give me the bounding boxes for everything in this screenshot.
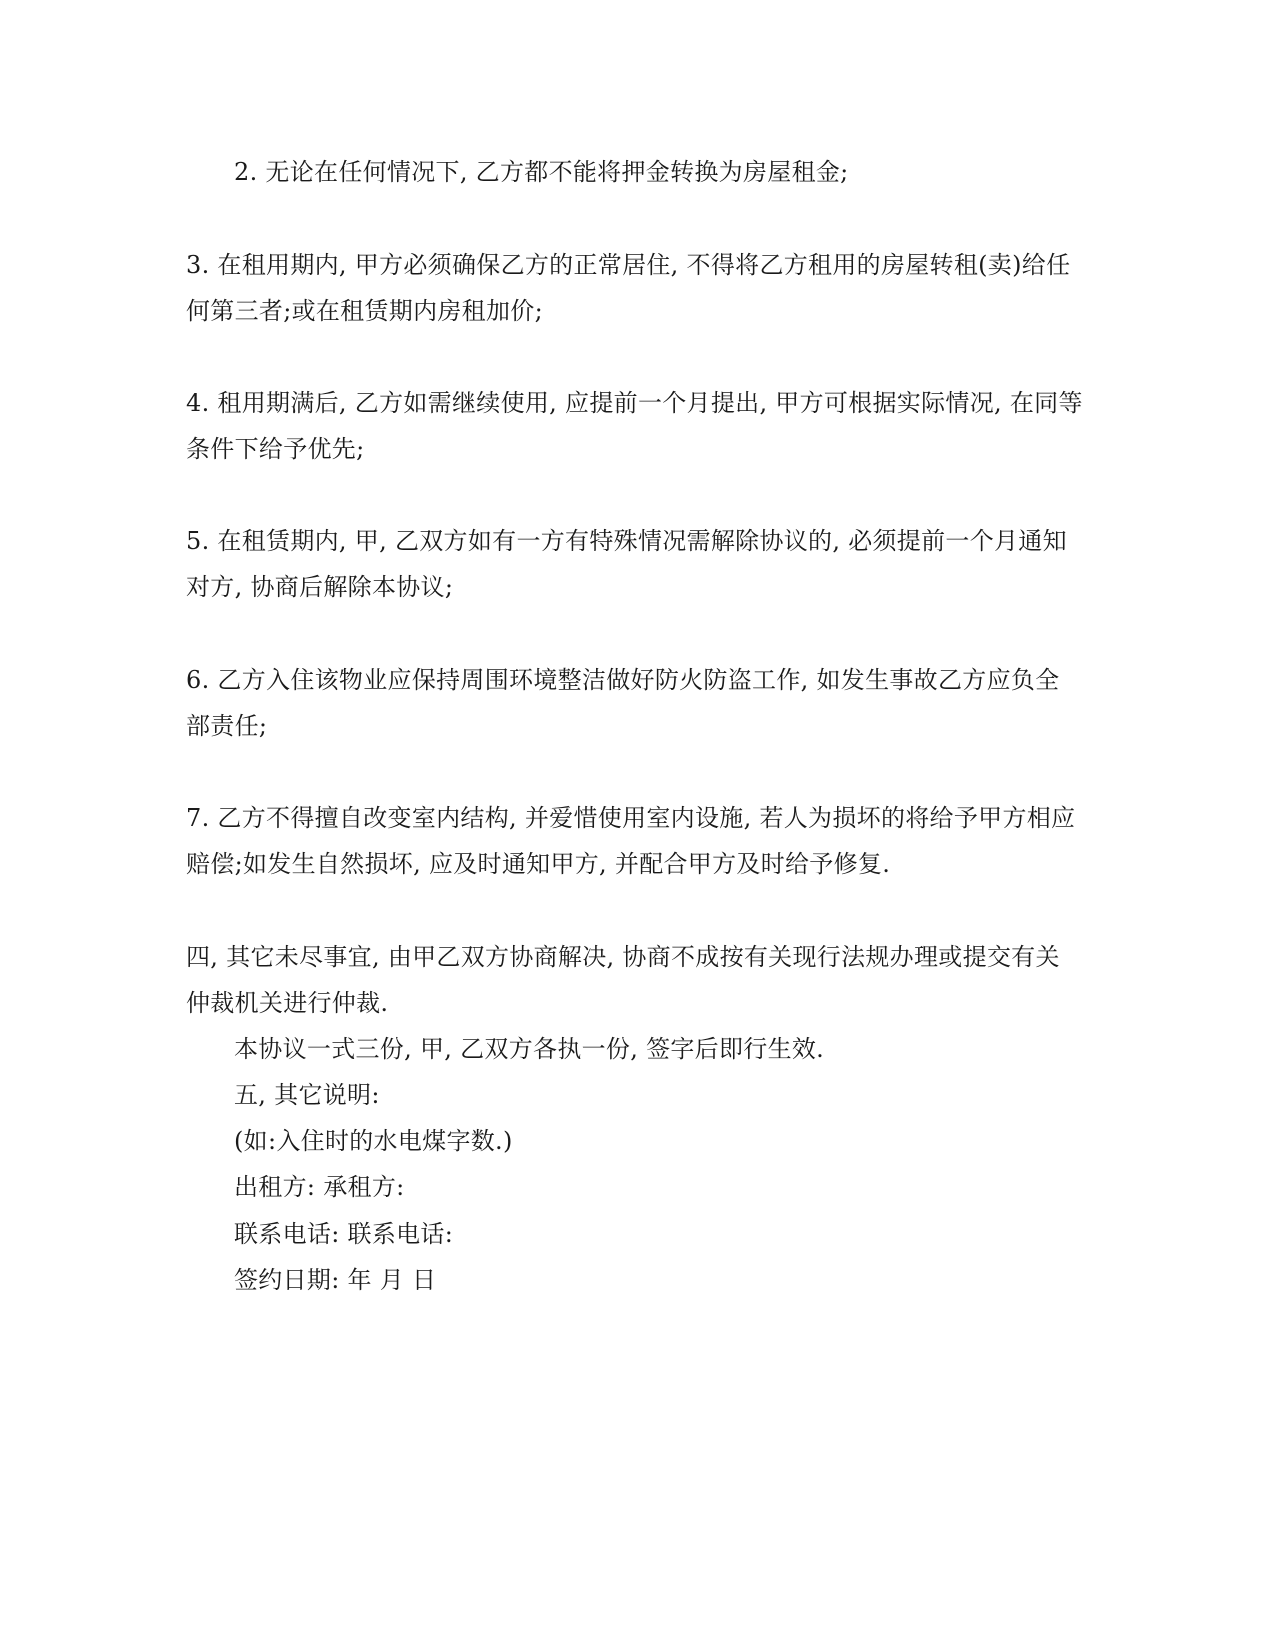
section-four-line-2: 仲裁机关进行仲裁.: [186, 989, 389, 1017]
clause-5-line-2: 对方, 协商后解除本协议;: [186, 573, 454, 601]
clause-6-line-2: 部责任;: [186, 712, 268, 740]
clause-7-line-1: 7. 乙方不得擅自改变室内结构, 并爱惜使用室内设施, 若人为损坏的将给予甲方相应: [186, 804, 1076, 832]
clause-6-line-1: 6. 乙方入住该物业应保持周围环境整洁做好防火防盗工作, 如发生事故乙方应负全: [186, 666, 1060, 694]
parties-signature-line: 出租方: 承租方:: [234, 1173, 405, 1201]
clause-4-line-2: 条件下给予优先;: [186, 435, 365, 463]
clause-4-line-1: 4. 租用期满后, 乙方如需继续使用, 应提前一个月提出, 甲方可根据实际情况, 在同等: [186, 389, 1083, 417]
clause-3-line-1: 3. 在租用期内, 甲方必须确保乙方的正常居住, 不得将乙方租用的房屋转租(卖)给任: [186, 251, 1071, 279]
clause-2-line-1: 2. 无论在任何情况下, 乙方都不能将押金转换为房屋租金;: [234, 158, 849, 186]
section-four-line-1: 四, 其它未尽事宜, 由甲乙双方协商解决, 协商不成按有关现行法规办理或提交有关: [186, 943, 1060, 971]
section-five-heading: 五, 其它说明:: [234, 1081, 380, 1109]
copies-statement: 本协议一式三份, 甲, 乙双方各执一份, 签字后即行生效.: [234, 1035, 825, 1063]
clause-5-line-1: 5. 在租赁期内, 甲, 乙双方如有一方有特殊情况需解除协议的, 必须提前一个月通知: [186, 527, 1067, 555]
notes-example: (如:入住时的水电煤字数.): [234, 1127, 513, 1155]
clause-7-line-2: 赔偿;如发生自然损坏, 应及时通知甲方, 并配合甲方及时给予修复.: [186, 850, 891, 878]
signing-date-line: 签约日期: 年 月 日: [234, 1266, 437, 1294]
phone-line: 联系电话: 联系电话:: [234, 1220, 454, 1248]
clause-3-line-2: 何第三者;或在租赁期内房租加价;: [186, 297, 543, 325]
